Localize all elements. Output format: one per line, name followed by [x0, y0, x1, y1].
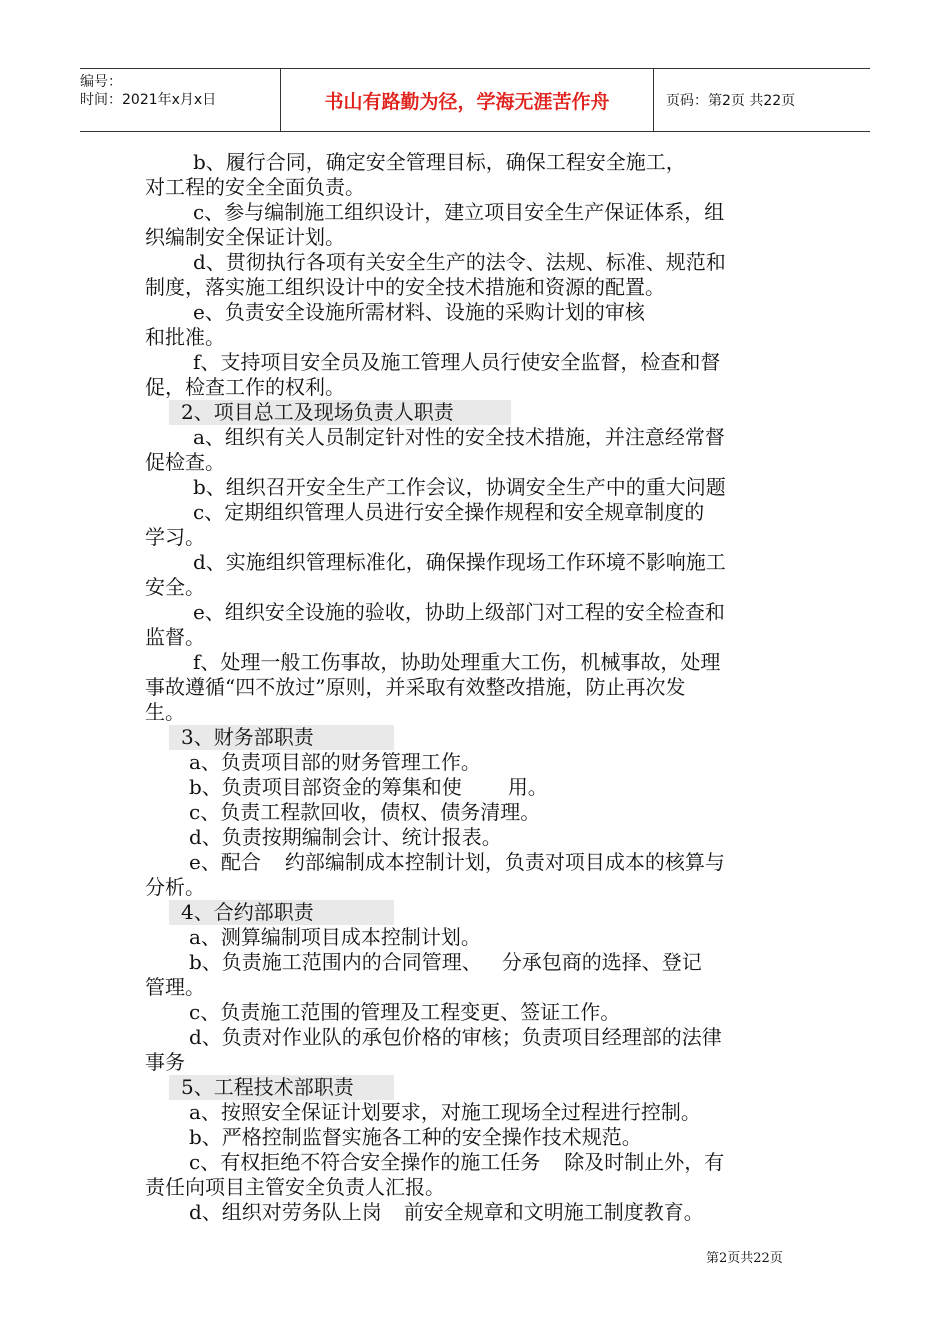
document-body — [145, 150, 810, 1225]
text-fragment: 除及时制止外，有 — [564, 1150, 725, 1174]
header-info — [80, 69, 280, 135]
page-footer: 第2页共22页 — [706, 1251, 783, 1266]
paragraph-line: 监督。 — [145, 625, 205, 649]
header-motto: 书山有路勤为径，学海无涯苦作舟 — [280, 69, 654, 131]
paragraph-line: d、贯彻执行各项有关安全生产的法令、法规、标准、规范和 — [193, 250, 726, 274]
paragraph-line: a、组织有关人员制定针对性的安全技术措施，并注意经常督 — [193, 425, 725, 449]
paragraph-line: 制度，落实施工组织设计中的安全技术措施和资源的配置。 — [145, 275, 665, 299]
header-page-info: 页码：第2页 共22页 — [666, 93, 796, 109]
paragraph-line: f、支持项目安全员及施工管理人员行使安全监督，检查和督 — [193, 350, 721, 374]
paragraph-line: a、负责项目部的财务管理工作。 — [189, 750, 481, 774]
paragraph-line: 分析。 — [145, 875, 205, 899]
paragraph-line: e、负责安全设施所需材料、设施的采购计划的审核 — [193, 300, 645, 324]
paragraph-line: 事故遵循“四不放过”原则，并采取有效整改措施，防止再次发 — [145, 675, 686, 699]
paragraph-line: d、实施组织管理标准化，确保操作现场工作环境不影响施工 — [193, 550, 726, 574]
paragraph-line — [145, 775, 810, 800]
paragraph-line: 生。 — [145, 700, 185, 724]
paragraph-line: 和批准。 — [145, 325, 225, 349]
section-heading-4: 4、合约部职责 — [169, 900, 394, 925]
paragraph-line: 对工程的安全全面负责。 — [145, 175, 365, 199]
paragraph-line: 责任向项目主管安全负责人汇报。 — [145, 1175, 445, 1199]
text-fragment: c、有权拒绝不符合安全操作的施工任务 — [189, 1150, 541, 1174]
paragraph-line: a、测算编制项目成本控制计划。 — [189, 925, 481, 949]
text-fragment: 用。 — [507, 775, 548, 799]
section-heading-3: 3、财务部职责 — [169, 725, 394, 750]
paragraph-line: 促，检查工作的权利。 — [145, 375, 345, 399]
paragraph-line: d、负责对作业队的承包价格的审核；负责项目经理部的法律 — [189, 1025, 722, 1049]
text-fragment: b、负责施工范围内的合同管理、 — [189, 950, 482, 974]
text-fragment: b、负责项目部资金的筹集和使 — [189, 775, 462, 799]
paragraph-line: b、履行合同，确定安全管理目标，确保工程安全施工， — [193, 150, 686, 174]
paragraph-line — [145, 1150, 810, 1175]
section-heading-5: 5、工程技术部职责 — [169, 1075, 394, 1100]
paragraph-line: c、定期组织管理人员进行安全操作规程和安全规章制度的 — [193, 500, 705, 524]
text-fragment: e、配合 — [189, 850, 261, 874]
paragraph-line: 促检查。 — [145, 450, 225, 474]
paragraph-line: c、负责施工范围的管理及工程变更、签证工作。 — [189, 1000, 621, 1024]
paragraph-line: c、参与编制施工组织设计，建立项目安全生产保证体系，组 — [193, 200, 725, 224]
text-fragment: 前安全规章和文明施工制度教育。 — [403, 1200, 704, 1224]
paragraph-line: c、负责工程款回收，债权、债务清理。 — [189, 800, 541, 824]
text-fragment: 约部编制成本控制计划，负责对项目成本的核算与 — [284, 850, 725, 874]
paragraph-line — [145, 1200, 810, 1225]
paragraph-line: 管理。 — [145, 975, 205, 999]
text-fragment: 分承包商的选择、登记 — [501, 950, 702, 974]
page-header — [80, 68, 870, 132]
paragraph-line: 安全。 — [145, 575, 205, 599]
document-number-label: 编号： — [80, 74, 122, 90]
section-heading-2: 2、项目总工及现场负责人职责 — [169, 400, 511, 425]
paragraph-line — [145, 850, 810, 875]
text-fragment: d、组织对劳务队上岗 — [189, 1200, 382, 1224]
paragraph-line: d、负责按期编制会计、统计报表。 — [189, 825, 502, 849]
paragraph-line — [145, 950, 810, 975]
paragraph-line: e、组织安全设施的验收，协助上级部门对工程的安全检查和 — [193, 600, 725, 624]
paragraph-line: 学习。 — [145, 525, 205, 549]
paragraph-line: 织编制安全保证计划。 — [145, 225, 345, 249]
paragraph-line: b、严格控制监督实施各工种的安全操作技术规范。 — [189, 1125, 642, 1149]
paragraph-line: b、组织召开安全生产工作会议，协调安全生产中的重大问题 — [193, 475, 726, 499]
paragraph-line: a、按照安全保证计划要求，对施工现场全过程进行控制。 — [189, 1100, 701, 1124]
paragraph-line: 事务 — [145, 1050, 185, 1074]
paragraph-line: f、处理一般工伤事故，协助处理重大工伤，机械事故，处理 — [193, 650, 721, 674]
document-date: 时间：2021年x月x日 — [80, 92, 217, 108]
